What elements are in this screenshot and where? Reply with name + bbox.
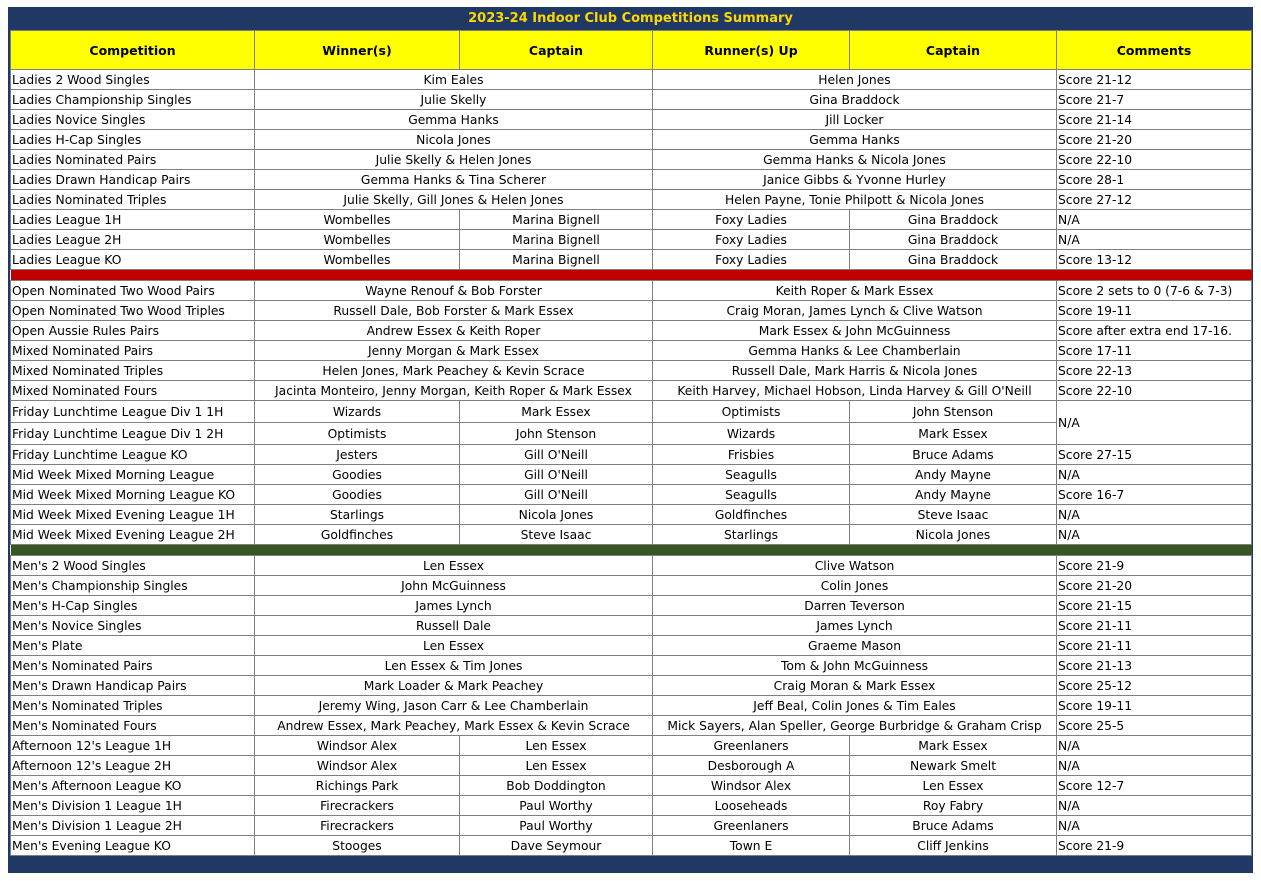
winner-cell[interactable]: Wombelles: [255, 230, 460, 250]
competition-cell[interactable]: Mid Week Mixed Morning League: [11, 465, 255, 485]
runner-up-captain-cell[interactable]: Andy Mayne: [850, 485, 1057, 505]
comment-cell[interactable]: Score 22-13: [1057, 361, 1252, 381]
competition-cell[interactable]: Men's Evening League KO: [11, 836, 255, 856]
table-row: [11, 836, 1252, 856]
runner-up-captain-cell[interactable]: Mark Essex: [850, 423, 1057, 445]
table-row: [11, 816, 1252, 836]
table-row: [11, 361, 1252, 381]
runner-up-cell[interactable]: Foxy Ladies: [653, 210, 850, 230]
competition-cell[interactable]: Ladies League 1H: [11, 210, 255, 230]
winner-cell[interactable]: Wombelles: [255, 250, 460, 270]
winner-captain-cell[interactable]: Bob Doddington: [460, 776, 653, 796]
table-row: [11, 301, 1252, 321]
table-row: [11, 190, 1252, 210]
winner-captain-cell[interactable]: Mark Essex: [460, 401, 653, 423]
runner-up-captain-cell[interactable]: Roy Fabry: [850, 796, 1057, 816]
comment-cell[interactable]: N/A: [1057, 401, 1252, 445]
comment-cell[interactable]: Score 17-11: [1057, 341, 1252, 361]
winner-captain-cell[interactable]: Len Essex: [460, 756, 653, 776]
runner-up-cell[interactable]: Greenlaners: [653, 736, 850, 756]
comment-cell[interactable]: Score 21-20: [1057, 576, 1252, 596]
runner-up-cell[interactable]: Gemma Hanks & Nicola Jones: [653, 150, 1057, 170]
runner-up-cell[interactable]: Tom & John McGuinness: [653, 656, 1057, 676]
runner-up-cell[interactable]: Goldfinches: [653, 505, 850, 525]
table-row: [11, 656, 1252, 676]
competition-cell[interactable]: Mixed Nominated Pairs: [11, 341, 255, 361]
comment-cell[interactable]: N/A: [1057, 505, 1252, 525]
winner-cell[interactable]: Gemma Hanks: [255, 110, 653, 130]
header-competition[interactable]: Competition: [11, 31, 255, 70]
competition-cell[interactable]: Open Aussie Rules Pairs: [11, 321, 255, 341]
competitions-table: [10, 30, 1252, 856]
competition-cell[interactable]: Mid Week Mixed Evening League 2H: [11, 525, 255, 545]
winner-captain-cell[interactable]: Marina Bignell: [460, 250, 653, 270]
runner-up-cell[interactable]: Craig Moran & Mark Essex: [653, 676, 1057, 696]
comment-cell[interactable]: N/A: [1057, 210, 1252, 230]
runner-up-cell[interactable]: Wizards: [653, 423, 850, 445]
runner-up-captain-cell[interactable]: Andy Mayne: [850, 465, 1057, 485]
competition-cell[interactable]: Men's Division 1 League 2H: [11, 816, 255, 836]
winner-cell[interactable]: Wizards: [255, 401, 460, 423]
competition-cell[interactable]: Open Nominated Two Wood Triples: [11, 301, 255, 321]
table-row: [11, 321, 1252, 341]
competition-cell[interactable]: Men's Nominated Pairs: [11, 656, 255, 676]
runner-up-cell[interactable]: Foxy Ladies: [653, 230, 850, 250]
competition-cell[interactable]: Men's 2 Wood Singles: [11, 556, 255, 576]
runner-up-cell[interactable]: Jill Locker: [653, 110, 1057, 130]
winner-cell[interactable]: Firecrackers: [255, 816, 460, 836]
winner-cell[interactable]: Kim Eales: [255, 70, 653, 90]
competition-cell[interactable]: Men's Drawn Handicap Pairs: [11, 676, 255, 696]
runner-up-captain-cell[interactable]: Gina Braddock: [850, 250, 1057, 270]
competition-cell[interactable]: Open Nominated Two Wood Pairs: [11, 281, 255, 301]
sheet-title: 2023-24 Indoor Club Competitions Summary: [468, 11, 793, 26]
winner-cell[interactable]: Julie Skelly, Gill Jones & Helen Jones: [255, 190, 653, 210]
comment-cell[interactable]: N/A: [1057, 756, 1252, 776]
competition-cell[interactable]: Men's H-Cap Singles: [11, 596, 255, 616]
winner-cell[interactable]: Jesters: [255, 445, 460, 465]
comment-cell[interactable]: Score 25-5: [1057, 716, 1252, 736]
winner-cell[interactable]: Russell Dale, Bob Forster & Mark Essex: [255, 301, 653, 321]
runner-up-cell[interactable]: Gemma Hanks & Lee Chamberlain: [653, 341, 1057, 361]
runner-up-cell[interactable]: Keith Roper & Mark Essex: [653, 281, 1057, 301]
separator-band: [11, 545, 1252, 556]
table-row: [11, 616, 1252, 636]
header-row: [11, 31, 1252, 70]
competition-cell[interactable]: Men's Afternoon League KO: [11, 776, 255, 796]
winner-cell[interactable]: Starlings: [255, 505, 460, 525]
winner-cell[interactable]: Stooges: [255, 836, 460, 856]
table-row: [11, 696, 1252, 716]
runner-up-cell[interactable]: Russell Dale, Mark Harris & Nicola Jones: [653, 361, 1057, 381]
runner-up-cell[interactable]: Seagulls: [653, 465, 850, 485]
winner-cell[interactable]: Goodies: [255, 485, 460, 505]
winner-cell[interactable]: Wayne Renouf & Bob Forster: [255, 281, 653, 301]
table-row: [11, 230, 1252, 250]
winner-cell[interactable]: Jacinta Monteiro, Jenny Morgan, Keith Roper & Mark Essex: [255, 381, 653, 401]
winner-cell[interactable]: Len Essex & Tim Jones: [255, 656, 653, 676]
runner-up-captain-cell[interactable]: Bruce Adams: [850, 445, 1057, 465]
winner-captain-cell[interactable]: John Stenson: [460, 423, 653, 445]
separator-band: [11, 270, 1252, 281]
runner-up-cell[interactable]: James Lynch: [653, 616, 1057, 636]
comment-cell[interactable]: Score 28-1: [1057, 170, 1252, 190]
runner-up-cell[interactable]: Town E: [653, 836, 850, 856]
winner-cell[interactable]: James Lynch: [255, 596, 653, 616]
competition-cell[interactable]: Ladies Championship Singles: [11, 90, 255, 110]
winner-cell[interactable]: Helen Jones, Mark Peachey & Kevin Scrace: [255, 361, 653, 381]
table-row: [11, 90, 1252, 110]
table-row: [11, 465, 1252, 485]
comment-cell[interactable]: Score 19-11: [1057, 301, 1252, 321]
competition-cell[interactable]: Men's Plate: [11, 636, 255, 656]
winner-cell[interactable]: Nicola Jones: [255, 130, 653, 150]
runner-up-cell[interactable]: Janice Gibbs & Yvonne Hurley: [653, 170, 1057, 190]
winner-captain-cell[interactable]: Paul Worthy: [460, 796, 653, 816]
comment-cell[interactable]: Score 21-9: [1057, 556, 1252, 576]
winner-cell[interactable]: Optimists: [255, 423, 460, 445]
winner-captain-cell[interactable]: Paul Worthy: [460, 816, 653, 836]
header-comments[interactable]: Comments: [1057, 31, 1252, 70]
separator-green: [11, 545, 1252, 556]
table-row: [11, 401, 1252, 423]
comment-cell[interactable]: Score after extra end 17-16.: [1057, 321, 1252, 341]
runner-up-cell[interactable]: Seagulls: [653, 485, 850, 505]
runner-up-cell[interactable]: Windsor Alex: [653, 776, 850, 796]
winner-cell[interactable]: Mark Loader & Mark Peachey: [255, 676, 653, 696]
winner-captain-cell[interactable]: Gill O'Neill: [460, 445, 653, 465]
competition-cell[interactable]: Ladies Drawn Handicap Pairs: [11, 170, 255, 190]
competition-cell[interactable]: Mixed Nominated Fours: [11, 381, 255, 401]
winner-cell[interactable]: Wombelles: [255, 210, 460, 230]
competition-cell[interactable]: Friday Lunchtime League Div 1 1H: [11, 401, 255, 423]
competition-cell[interactable]: Ladies League 2H: [11, 230, 255, 250]
competition-cell[interactable]: Afternoon 12's League 1H: [11, 736, 255, 756]
runner-up-cell[interactable]: Foxy Ladies: [653, 250, 850, 270]
comment-cell[interactable]: Score 2 sets to 0 (7-6 & 7-3): [1057, 281, 1252, 301]
comment-cell[interactable]: Score 12-7: [1057, 776, 1252, 796]
runner-up-captain-cell[interactable]: Len Essex: [850, 776, 1057, 796]
bottom-border: [8, 862, 1253, 873]
runner-up-cell[interactable]: Frisbies: [653, 445, 850, 465]
runner-up-captain-cell[interactable]: Newark Smelt: [850, 756, 1057, 776]
table-row: [11, 130, 1252, 150]
runner-up-cell[interactable]: Clive Watson: [653, 556, 1057, 576]
winner-cell[interactable]: Andrew Essex, Mark Peachey, Mark Essex & Kevin Scrace: [255, 716, 653, 736]
comment-cell[interactable]: N/A: [1057, 525, 1252, 545]
comment-cell[interactable]: Score 21-7: [1057, 90, 1252, 110]
competition-cell[interactable]: Men's Championship Singles: [11, 576, 255, 596]
runner-up-captain-cell[interactable]: Bruce Adams: [850, 816, 1057, 836]
winner-cell[interactable]: Windsor Alex: [255, 736, 460, 756]
runner-up-captain-cell[interactable]: Gina Braddock: [850, 230, 1057, 250]
runner-up-cell[interactable]: Looseheads: [653, 796, 850, 816]
table-row: [11, 485, 1252, 505]
competition-cell[interactable]: Afternoon 12's League 2H: [11, 756, 255, 776]
runner-up-captain-cell[interactable]: Cliff Jenkins: [850, 836, 1057, 856]
runner-up-cell[interactable]: Optimists: [653, 401, 850, 423]
table-row: [11, 716, 1252, 736]
competition-cell[interactable]: Friday Lunchtime League KO: [11, 445, 255, 465]
competition-cell[interactable]: Ladies Novice Singles: [11, 110, 255, 130]
winner-captain-cell[interactable]: Dave Seymour: [460, 836, 653, 856]
runner-up-cell[interactable]: Keith Harvey, Michael Hobson, Linda Harvey & Gill O'Neill: [653, 381, 1057, 401]
winner-captain-cell[interactable]: Marina Bignell: [460, 210, 653, 230]
winner-cell[interactable]: Jeremy Wing, Jason Carr & Lee Chamberlain: [255, 696, 653, 716]
runner-up-cell[interactable]: Starlings: [653, 525, 850, 545]
comment-cell[interactable]: Score 22-10: [1057, 381, 1252, 401]
comment-cell[interactable]: Score 21-12: [1057, 70, 1252, 90]
runner-up-cell[interactable]: Mark Essex & John McGuinness: [653, 321, 1057, 341]
table-row: [11, 636, 1252, 656]
comment-cell[interactable]: Score 25-12: [1057, 676, 1252, 696]
table-row: [11, 676, 1252, 696]
competition-cell[interactable]: Men's Novice Singles: [11, 616, 255, 636]
winner-cell[interactable]: Windsor Alex: [255, 756, 460, 776]
comment-cell[interactable]: Score 27-12: [1057, 190, 1252, 210]
table-row: [11, 736, 1252, 756]
winner-cell[interactable]: Goodies: [255, 465, 460, 485]
comment-cell[interactable]: Score 21-14: [1057, 110, 1252, 130]
table-row: [11, 756, 1252, 776]
comment-cell[interactable]: N/A: [1057, 230, 1252, 250]
competition-cell[interactable]: Ladies Nominated Pairs: [11, 150, 255, 170]
runner-up-cell[interactable]: Gina Braddock: [653, 90, 1057, 110]
comment-cell[interactable]: Score 27-15: [1057, 445, 1252, 465]
winner-cell[interactable]: Goldfinches: [255, 525, 460, 545]
comment-cell[interactable]: Score 21-13: [1057, 656, 1252, 676]
winner-cell[interactable]: Andrew Essex & Keith Roper: [255, 321, 653, 341]
winner-captain-cell[interactable]: Marina Bignell: [460, 230, 653, 250]
winner-cell[interactable]: Julie Skelly & Helen Jones: [255, 150, 653, 170]
runner-up-cell[interactable]: Craig Moran, James Lynch & Clive Watson: [653, 301, 1057, 321]
winner-captain-cell[interactable]: Len Essex: [460, 736, 653, 756]
comment-cell[interactable]: N/A: [1057, 465, 1252, 485]
table-row: [11, 70, 1252, 90]
competition-cell[interactable]: Mid Week Mixed Evening League 1H: [11, 505, 255, 525]
winner-cell[interactable]: Julie Skelly: [255, 90, 653, 110]
comment-cell[interactable]: Score 21-11: [1057, 616, 1252, 636]
winner-cell[interactable]: Jenny Morgan & Mark Essex: [255, 341, 653, 361]
runner-up-cell[interactable]: Helen Jones: [653, 70, 1057, 90]
header-winner-captain[interactable]: Captain: [460, 31, 653, 70]
competition-cell[interactable]: Mid Week Mixed Morning League KO: [11, 485, 255, 505]
runner-up-cell[interactable]: Gemma Hanks: [653, 130, 1057, 150]
competition-cell[interactable]: Men's Nominated Triples: [11, 696, 255, 716]
runner-up-cell[interactable]: Graeme Mason: [653, 636, 1057, 656]
winner-cell[interactable]: Gemma Hanks & Tina Scherer: [255, 170, 653, 190]
table-row: [11, 776, 1252, 796]
competition-cell[interactable]: Ladies 2 Wood Singles: [11, 70, 255, 90]
runner-up-cell[interactable]: Desborough A: [653, 756, 850, 776]
winner-cell[interactable]: John McGuinness: [255, 576, 653, 596]
comment-cell[interactable]: N/A: [1057, 796, 1252, 816]
competition-cell[interactable]: Mixed Nominated Triples: [11, 361, 255, 381]
runner-up-captain-cell[interactable]: John Stenson: [850, 401, 1057, 423]
competition-cell[interactable]: Friday Lunchtime League Div 1 2H: [11, 423, 255, 445]
header-winners[interactable]: Winner(s): [255, 31, 460, 70]
table-row: [11, 281, 1252, 301]
runner-up-captain-cell[interactable]: Mark Essex: [850, 736, 1057, 756]
competition-cell[interactable]: Men's Division 1 League 1H: [11, 796, 255, 816]
table-row: [11, 150, 1252, 170]
runner-up-cell[interactable]: Helen Payne, Tonie Philpott & Nicola Jones: [653, 190, 1057, 210]
competition-cell[interactable]: Ladies League KO: [11, 250, 255, 270]
comment-cell[interactable]: Score 21-9: [1057, 836, 1252, 856]
summary-sheet: [8, 7, 1253, 873]
table-row: [11, 796, 1252, 816]
table-body: [11, 70, 1252, 856]
table-row: [11, 210, 1252, 230]
header-runner-captain[interactable]: Captain: [850, 31, 1057, 70]
winner-captain-cell[interactable]: Steve Isaac: [460, 525, 653, 545]
table-row: [11, 250, 1252, 270]
table-row: [11, 556, 1252, 576]
competition-cell[interactable]: Men's Nominated Fours: [11, 716, 255, 736]
table-row: [11, 110, 1252, 130]
comment-cell[interactable]: Score 16-7: [1057, 485, 1252, 505]
competition-cell[interactable]: Ladies H-Cap Singles: [11, 130, 255, 150]
comment-cell[interactable]: Score 21-20: [1057, 130, 1252, 150]
comment-cell[interactable]: Score 22-10: [1057, 150, 1252, 170]
table-row: [11, 576, 1252, 596]
separator-red: [11, 270, 1252, 281]
table-row: [11, 381, 1252, 401]
winner-captain-cell[interactable]: Gill O'Neill: [460, 485, 653, 505]
table-row: [11, 341, 1252, 361]
winner-cell[interactable]: Len Essex: [255, 636, 653, 656]
runner-up-cell[interactable]: Colin Jones: [653, 576, 1057, 596]
runner-up-cell[interactable]: Darren Teverson: [653, 596, 1057, 616]
winner-cell[interactable]: Richings Park: [255, 776, 460, 796]
comment-cell[interactable]: Score 21-15: [1057, 596, 1252, 616]
winner-cell[interactable]: Russell Dale: [255, 616, 653, 636]
comment-cell[interactable]: N/A: [1057, 736, 1252, 756]
runner-up-cell[interactable]: Mick Sayers, Alan Speller, George Burbridge & Graham Crisp: [653, 716, 1057, 736]
table-row: [11, 596, 1252, 616]
comment-cell[interactable]: Score 19-11: [1057, 696, 1252, 716]
comment-cell[interactable]: Score 13-12: [1057, 250, 1252, 270]
winner-captain-cell[interactable]: Gill O'Neill: [460, 465, 653, 485]
runner-up-captain-cell[interactable]: Steve Isaac: [850, 505, 1057, 525]
comment-cell[interactable]: Score 21-11: [1057, 636, 1252, 656]
winner-cell[interactable]: Firecrackers: [255, 796, 460, 816]
runner-up-cell[interactable]: Jeff Beal, Colin Jones & Tim Eales: [653, 696, 1057, 716]
header-runners-up[interactable]: Runner(s) Up: [653, 31, 850, 70]
table-row: [11, 505, 1252, 525]
runner-up-captain-cell[interactable]: Nicola Jones: [850, 525, 1057, 545]
table-row: [11, 170, 1252, 190]
runner-up-captain-cell[interactable]: Gina Braddock: [850, 210, 1057, 230]
comment-cell[interactable]: N/A: [1057, 816, 1252, 836]
winner-captain-cell[interactable]: Nicola Jones: [460, 505, 653, 525]
winner-cell[interactable]: Len Essex: [255, 556, 653, 576]
table-row: [11, 525, 1252, 545]
runner-up-cell[interactable]: Greenlaners: [653, 816, 850, 836]
table-row: [11, 445, 1252, 465]
competition-cell[interactable]: Ladies Nominated Triples: [11, 190, 255, 210]
